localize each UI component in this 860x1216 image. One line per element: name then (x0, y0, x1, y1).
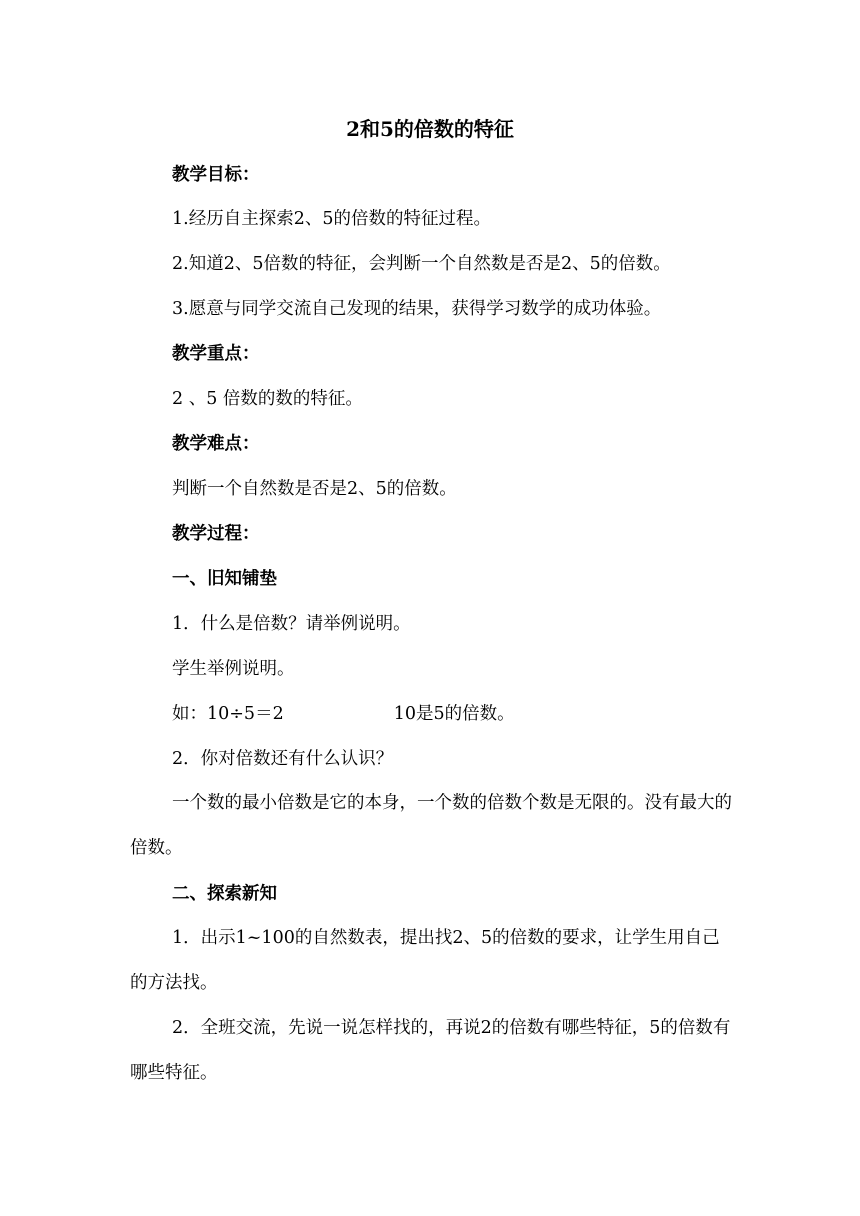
section1-student-text: 学生举例说明。 (172, 659, 295, 679)
objective-2: 2.知道2、5倍数的特征，会判断一个自然数是否是2、5的倍数。 (172, 254, 671, 274)
section1-example (172, 699, 515, 729)
difficulty-heading: 教学难点： (172, 434, 260, 454)
section2-paragraph-2: 2．全班交流，先说一说怎样找的，再说2的倍数有哪些特征，5的倍数有哪些特征。 (130, 1018, 731, 1083)
example-result: 10是5的倍数。 (393, 704, 515, 724)
key-points-text: 2 、5 倍数的数的特征。 (172, 389, 363, 409)
section1-question-1: 1．什么是倍数？请举例说明。 (172, 614, 411, 634)
section2-heading: 二、探索新知 (172, 884, 277, 904)
objective-1: 1.经历自主探索2、5的倍数的特征过程。 (172, 209, 491, 229)
key-points-heading: 教学重点： (172, 344, 260, 364)
section1-answer: 一个数的最小倍数是它的本身，一个数的倍数个数是无限的。没有最大的倍数。 (130, 793, 732, 858)
section2-paragraph-1: 1．出示1~100的自然数表，提出找2、5的倍数的要求，让学生用自己的方法找。 (130, 928, 720, 993)
section1-heading: 一、旧知铺垫 (172, 569, 277, 589)
difficulty-text: 判断一个自然数是否是2、5的倍数。 (172, 479, 457, 499)
process-heading: 教学过程： (172, 524, 260, 544)
page-title: 2和5的倍数的特征 (346, 117, 514, 141)
example-equation: 如：10÷5＝2 (172, 704, 284, 724)
section1-question-2: 2．你对倍数还有什么认识？ (172, 749, 394, 769)
objectives-heading: 教学目标： (172, 165, 260, 185)
objective-3: 3.愿意与同学交流自己发现的结果，获得学习数学的成功体验。 (172, 299, 662, 319)
